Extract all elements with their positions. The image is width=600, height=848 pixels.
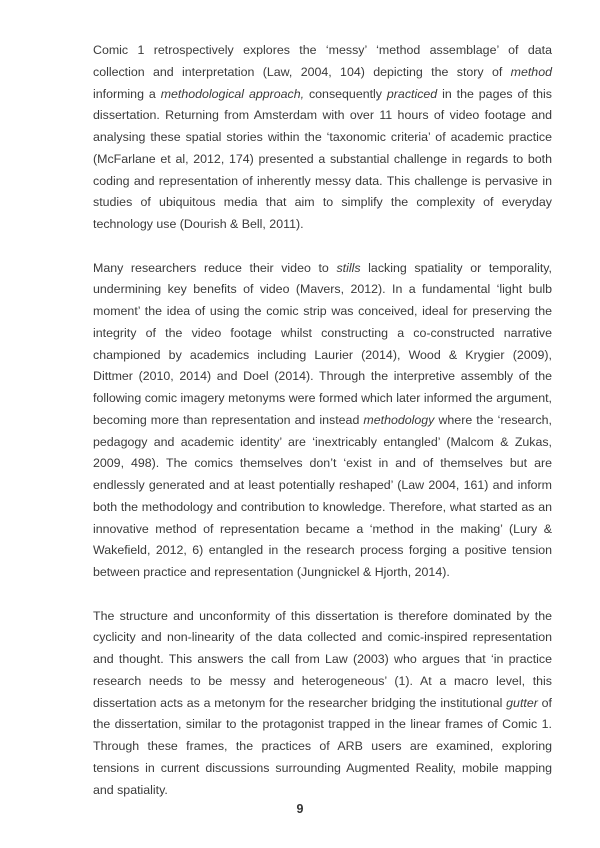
text-segment: Comic 1 retrospectively explores the ‘messy’ ‘method assemblage’ of data collection and interpretation (Law, 2004, 104) depicting the story of	[93, 43, 552, 79]
text-segment: where the ‘research, pedagogy and academic identity’ are ‘inextricably entangled’ (Malcom & Zukas, 2009, 498). The comics themselves don’t ‘exist in and of themselves but are endlessly generated and at least potentially reshaped’ (Law 2004, 161) and inform both the methodology and contribution to knowledge. Therefore, what started as an innovative method of representation became a ‘method in the making’ (Lury & Wakefield, 2012, 6) entangled in the research process forging a positive tension between practice and representation (Jungnickel & Hjorth, 2014).	[93, 412, 552, 579]
paragraph	[93, 40, 552, 236]
text-segment: The structure and unconformity of this dissertation is therefore dominated by the cyclicity and non-linearity of the data collected and comic-inspired representation and thought. This answers the call from Law (2003) who argues that ‘in practice research needs to be messy and heterogeneous’ (1). At a macro level, this dissertation acts as a metonym for the researcher bridging the institutional	[93, 608, 552, 710]
text-segment: informing a	[93, 86, 161, 101]
text-segment: Many researchers reduce their video to	[93, 260, 337, 275]
text-segment: lacking spatiality or temporality, undermining key benefits of video (Mavers, 2012). In a fundamental ‘light bulb moment’ the idea of using the comic strip was conceived, ideal for preserving the integrity of the video footage whilst constructing a co-constructed narrative championed by academics including Laurier (2014), Wood & Krygier (2009), Dittmer (2010, 2014) and Doel (2014). Through the interpretive assembly of the following comic imagery metonyms were formed which later informed the argument, becoming more than representation and instead	[93, 260, 552, 427]
italic-text: methodological approach,	[160, 86, 305, 101]
page-number: 9	[296, 802, 304, 816]
paragraph	[93, 258, 552, 584]
document-body	[93, 40, 552, 823]
italic-text: practiced	[386, 86, 438, 101]
italic-text: method	[510, 64, 552, 79]
italic-text: methodology	[363, 412, 435, 427]
italic-text: gutter	[506, 695, 538, 710]
paragraph	[93, 606, 552, 802]
italic-text: stills	[336, 260, 361, 275]
text-segment: of the dissertation, similar to the protagonist trapped in the linear frames of Comic 1. Through these frames, the practices of ARB users are examined, exploring tensions in current discussions surrounding Augmented Reality, mobile mapping and spatiality.	[93, 695, 552, 797]
text-segment: consequently	[304, 86, 387, 101]
text-segment: in the pages of this dissertation. Returning from Amsterdam with over 11 hours of video footage and analysing these spatial stories within the ‘taxonomic criteria’ of academic practice (McFarlane et al, 2012, 174) presented a substantial challenge in regards to both coding and representation of inherently messy data. This challenge is pervasive in studies of ubiquitous media that aim to simplify the complexity of everyday technology use (Dourish & Bell, 2011).	[93, 86, 552, 231]
